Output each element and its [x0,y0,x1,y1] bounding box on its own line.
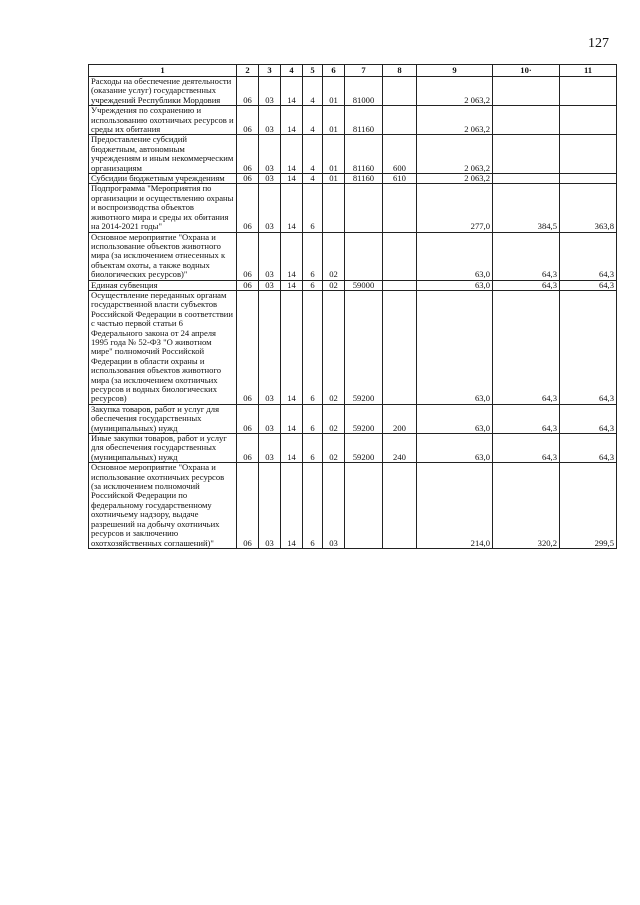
table-row [89,290,617,404]
row-cell-c8: 610 [383,174,417,184]
header-row [89,65,617,77]
row-cell-c3: 03 [259,174,281,184]
row-cell-c9: 63,0 [417,280,493,290]
col-header-1: 1 [89,65,237,77]
row-cell-c5: 6 [303,290,323,404]
row-cell-c11 [560,77,617,106]
row-cell-c7: 59000 [345,280,383,290]
row-cell-c2: 06 [237,463,259,549]
row-cell-c10: 320,2 [493,463,560,549]
row-cell-c6: 02 [323,232,345,280]
row-cell-c6: 01 [323,135,345,174]
row-cell-c3: 03 [259,290,281,404]
row-cell-c9: 2 063,2 [417,106,493,135]
row-cell-c9: 2 063,2 [417,77,493,106]
col-header-8: 8 [383,65,417,77]
row-cell-c11: 64,3 [560,434,617,463]
row-cell-c10: 64,3 [493,280,560,290]
table-row [89,280,617,290]
table-row [89,135,617,174]
row-cell-c4: 14 [281,463,303,549]
row-cell-c3: 03 [259,404,281,433]
row-cell-c3: 03 [259,135,281,174]
row-cell-c7: 59200 [345,290,383,404]
row-cell-c11 [560,106,617,135]
row-cell-c6 [323,184,345,232]
row-cell-c3: 03 [259,463,281,549]
row-cell-c7 [345,184,383,232]
table-row [89,404,617,433]
row-name-cell: Расходы на обеспечение деятельности (оказание услуг) государственных учреждений Республики Мордовия [89,77,237,106]
row-cell-c5: 6 [303,404,323,433]
page-number: 127 [588,36,609,51]
row-cell-c11: 64,3 [560,290,617,404]
table-row [89,77,617,106]
row-cell-c11 [560,174,617,184]
row-cell-c10 [493,174,560,184]
row-cell-c10: 64,3 [493,434,560,463]
row-cell-c4: 14 [281,280,303,290]
row-name-cell: Предоставление субсидий бюджетным, автономным учреждениям и иным некоммерческим организациям [89,135,237,174]
row-name-cell: Учреждения по сохранению и использованию охотничьих ресурсов и среды их обитания [89,106,237,135]
table-row [89,463,617,549]
row-cell-c8: 600 [383,135,417,174]
row-cell-c9: 63,0 [417,232,493,280]
row-cell-c4: 14 [281,77,303,106]
row-cell-c10 [493,106,560,135]
col-header-2: 2 [237,65,259,77]
row-cell-c4: 14 [281,174,303,184]
row-cell-c2: 06 [237,434,259,463]
row-cell-c9: 2 063,2 [417,174,493,184]
row-cell-c2: 06 [237,106,259,135]
row-cell-c7: 81160 [345,135,383,174]
row-cell-c6: 02 [323,434,345,463]
row-cell-c9: 277,0 [417,184,493,232]
row-name-cell: Осуществление переданных органам государственной власти субъектов Российской Федерации в соответствии с частью первой статьи 6 Федерального закона от 24 апреля 1995 года № 52-ФЗ "О животном мире" полномочий Российской Федерации в области охраны и использования объектов животного мира (за исключением охотничьих ресурсов и водных биологических ресурсов) [89,290,237,404]
col-header-11: 11 [560,65,617,77]
row-cell-c5: 6 [303,463,323,549]
row-cell-c6: 01 [323,174,345,184]
table-row [89,106,617,135]
row-cell-c5: 6 [303,434,323,463]
row-cell-c5: 6 [303,280,323,290]
row-cell-c4: 14 [281,106,303,135]
row-cell-c8 [383,463,417,549]
row-cell-c10 [493,77,560,106]
table-row [89,434,617,463]
row-cell-c11: 299,5 [560,463,617,549]
row-cell-c8 [383,184,417,232]
row-cell-c4: 14 [281,290,303,404]
row-cell-c8 [383,77,417,106]
row-name-cell: Основное мероприятие "Охрана и использование объектов животного мира (за исключением отнесенных к объектам охоты, а также водных биологических ресурсов)" [89,232,237,280]
row-cell-c2: 06 [237,404,259,433]
row-cell-c8 [383,232,417,280]
row-cell-c4: 14 [281,434,303,463]
row-cell-c2: 06 [237,290,259,404]
row-cell-c3: 03 [259,280,281,290]
row-cell-c10: 64,3 [493,290,560,404]
row-cell-c5: 4 [303,174,323,184]
row-cell-c7: 59200 [345,404,383,433]
row-cell-c6: 01 [323,106,345,135]
col-header-5: 5 [303,65,323,77]
row-cell-c8 [383,280,417,290]
row-cell-c10: 64,3 [493,232,560,280]
row-cell-c7: 81160 [345,106,383,135]
row-name-cell: Закупка товаров, работ и услуг для обеспечения государственных (муниципальных) нужд [89,404,237,433]
row-cell-c9: 63,0 [417,290,493,404]
row-cell-c4: 14 [281,184,303,232]
row-cell-c7: 59200 [345,434,383,463]
row-cell-c4: 14 [281,232,303,280]
row-cell-c7: 81160 [345,174,383,184]
budget-table [88,64,617,549]
row-cell-c2: 06 [237,232,259,280]
row-cell-c2: 06 [237,135,259,174]
row-cell-c7 [345,463,383,549]
row-cell-c9: 214,0 [417,463,493,549]
row-name-cell: Подпрограмма "Мероприятия по организации и осуществлению охраны и воспроизводства объектов животного мира и среды их обитания на 2014-2021 годы" [89,184,237,232]
row-cell-c10 [493,135,560,174]
row-cell-c3: 03 [259,232,281,280]
row-cell-c6: 02 [323,290,345,404]
row-cell-c9: 2 063,2 [417,135,493,174]
col-header-4: 4 [281,65,303,77]
row-cell-c4: 14 [281,135,303,174]
row-cell-c7: 81000 [345,77,383,106]
row-cell-c3: 03 [259,184,281,232]
row-cell-c4: 14 [281,404,303,433]
row-cell-c6: 03 [323,463,345,549]
row-cell-c7 [345,232,383,280]
row-cell-c5: 4 [303,106,323,135]
row-cell-c2: 06 [237,77,259,106]
row-cell-c6: 02 [323,280,345,290]
row-name-cell: Субсидии бюджетным учреждениям [89,174,237,184]
row-cell-c11: 64,3 [560,404,617,433]
row-cell-c5: 6 [303,184,323,232]
row-cell-c8 [383,106,417,135]
row-cell-c2: 06 [237,174,259,184]
row-cell-c10: 64,3 [493,404,560,433]
row-cell-c11 [560,135,617,174]
col-header-3: 3 [259,65,281,77]
row-cell-c11: 64,3 [560,280,617,290]
row-cell-c6: 01 [323,77,345,106]
col-header-7: 7 [345,65,383,77]
row-cell-c9: 63,0 [417,404,493,433]
row-cell-c8: 200 [383,404,417,433]
col-header-10: 10· [493,65,560,77]
row-cell-c3: 03 [259,434,281,463]
row-cell-c6: 02 [323,404,345,433]
row-cell-c11: 363,8 [560,184,617,232]
row-name-cell: Единая субвенция [89,280,237,290]
row-cell-c11: 64,3 [560,232,617,280]
row-cell-c8: 240 [383,434,417,463]
row-cell-c3: 03 [259,106,281,135]
row-cell-c5: 4 [303,135,323,174]
row-cell-c2: 06 [237,184,259,232]
row-cell-c5: 4 [303,77,323,106]
row-cell-c2: 06 [237,280,259,290]
row-cell-c3: 03 [259,77,281,106]
row-cell-c9: 63,0 [417,434,493,463]
row-cell-c5: 6 [303,232,323,280]
col-header-9: 9 [417,65,493,77]
col-header-6: 6 [323,65,345,77]
row-name-cell: Иные закупки товаров, работ и услуг для обеспечения государственных (муниципальных) нужд [89,434,237,463]
table-row [89,232,617,280]
table-row [89,184,617,232]
table-row [89,174,617,184]
row-name-cell: Основное мероприятие "Охрана и использование охотничьих ресурсов (за исключением полномочий Российской Федерации по федеральному государственному охотничьему надзору, выдаче разрешений на добычу охотничьих ресурсов и заключению охотхозяйственных соглашений)" [89,463,237,549]
row-cell-c8 [383,290,417,404]
row-cell-c10: 384,5 [493,184,560,232]
